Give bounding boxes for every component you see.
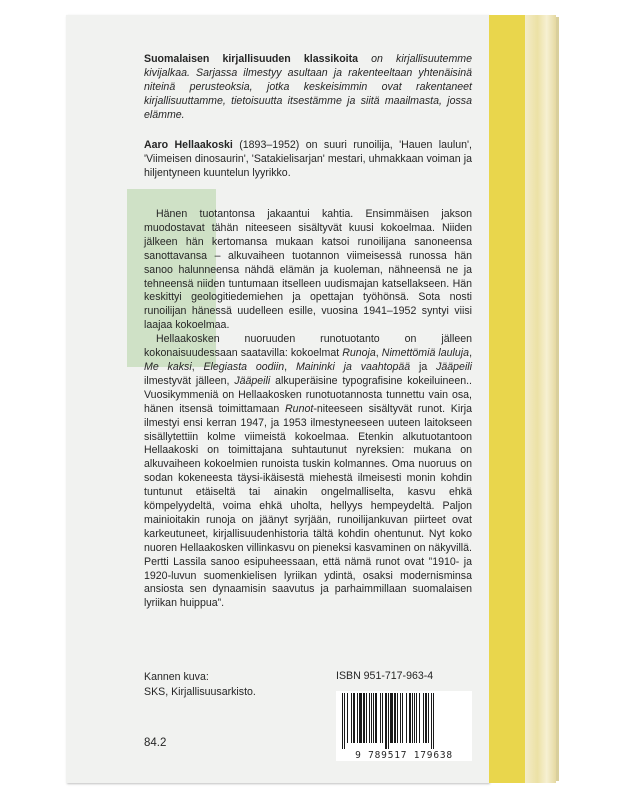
- text-run: alkuperäisine typografisine kokeiluineen.. Vuosikymmeniä on Hellaakosken runotuotannosta tunnettu vain osa, hänen itsensä toimittamaan: [144, 374, 472, 415]
- barcode-bar: [406, 693, 407, 743]
- title-elegiasta-oodiin: Elegiasta oodiin: [203, 360, 285, 373]
- series-intro: [144, 53, 472, 123]
- barcode-bar: [414, 693, 415, 743]
- barcode-bar: [363, 693, 365, 743]
- page-edge-line: [556, 17, 559, 781]
- barcode-bar: [369, 693, 370, 743]
- text-run: ilmestyvät jälleen,: [144, 374, 235, 387]
- barcode-bar: [412, 693, 413, 743]
- barcode-bar: [409, 693, 411, 743]
- barcode-bar: [400, 693, 401, 743]
- barcode-bar: [394, 693, 396, 743]
- barcode-bar: [402, 693, 403, 743]
- barcode-bar: [373, 693, 374, 743]
- series-description: on kirjallisuutemme kivijalkaa. Sarjassa ilmestyy asultaan ja rakenteeltaan yhtenäisinä niteinä perusteoksia, jotka keskeisimmin ovat rakentaneet kirjallisuuttamme, tietoisuutta itsestämme ja siitä maailmasta, jossa elämme.: [144, 53, 472, 121]
- barcode-bar: [423, 693, 424, 743]
- series-name: Suomalaisen kirjallisuuden klassikoita: [144, 53, 359, 65]
- credit-label: Kannen kuva:: [144, 671, 209, 683]
- barcode-bar: [380, 693, 381, 743]
- yellow-spine: [489, 15, 525, 783]
- ean-number: 9 789517 179638: [355, 750, 453, 761]
- barcode-bar: [416, 693, 417, 743]
- text-run: ,: [284, 360, 296, 373]
- barcode-bar: [385, 693, 387, 749]
- barcode-bar: [390, 693, 393, 743]
- author-bio: (1893–1952) on suuri runoilija, 'Hauen laulun', 'Viimeisen dinosaurin', 'Satakielisarjan' mestari, uhmakkaan voiman ja hiljentyneen kuuntelun lyyrikko.: [144, 139, 472, 179]
- barcode-bar: [344, 693, 345, 749]
- author-intro: [144, 139, 472, 181]
- barcode-bar: [431, 693, 432, 749]
- classification-number: 84.2: [144, 737, 167, 749]
- credit-source: SKS, Kirjallisuusarkisto.: [144, 686, 256, 698]
- title-jaapeili: Jääpeili: [234, 374, 271, 387]
- barcode-bar: [419, 693, 420, 743]
- title-nimettomia-lauluja: Nimettömiä lauluja: [381, 347, 470, 360]
- barcode-bar: [397, 693, 398, 743]
- title-jaapeili: Jääpeili: [436, 360, 473, 373]
- title-runot: Runot: [285, 402, 314, 415]
- barcode-bar: [433, 693, 434, 749]
- body-text: [144, 208, 472, 611]
- body-paragraph-2: [144, 333, 472, 611]
- barcode-bar: [425, 693, 427, 743]
- cover-credit: [144, 670, 256, 700]
- author-name: Aaro Hellaakoski: [144, 139, 233, 151]
- text-run: ,: [375, 347, 382, 360]
- barcode-bar: [388, 693, 389, 749]
- text-run: ja: [410, 360, 437, 373]
- title-me-kaksi: Me kaksi: [144, 360, 192, 373]
- text-run: -niteeseen sisältyvät runot. Kirja ilmestyi ensi kerran 1947, ja 1953 ilmestyneeseen uuteen laitokseen sisällytettiin kolme viimeistä kokoelmaa. Etenkin alkutuotantoon Hellaakoski on toimittajana suhtautunut nyreksien: mukana on alkuvaiheen kokoelmien runoista tuskin kolmannes. Oma nuoruus on sodan kokeneesta täysi-ikäisestä miehestä ilmeisesti monin kohdin tuntunut etäiseltä tai ainakin ongelmalliselta, kasvu ehkä kömpelyydeltä, voima ehkä uholta, hellyys hempeydeltä. Paljon mainioitakin runoja on jäänyt syrjään, runoilijankuvan piirteet ovat karkeutuneet, kirjallisuudenhistoria tältä kohdin ohentunut. Nyt koko nuoren Hellaakosken villinkasvu on pieneksi kasvaminen on näkyvillä. Pertti Lassila sanoo esipuheessaan, että nämä runot ovat ”1910- ja 1920-luvun suomenkielisen lyriikan ydintä, osaksi modernisminsa ansiosta sen dynaamisin saavutus ja parhaimmillaan suomalaisen lyriikan huippua”.: [144, 402, 472, 610]
- barcode: [340, 693, 468, 749]
- body-paragraph-1: Hänen tuotantonsa jakaantui kahtia. Ensimmäisen jakson muodostavat tähän niteeseen sisältyvät kuusi kokoelmaa. Niiden jälkeen hän kertomansa mukaan katsoi runoilijana sanoneensa sanottavansa – alkuvaiheen tuotannon viimeisessä runossa hän sanoo halunneensa nähdä elämän ja kuoleman, nähneensä ne ja tehneensä niiden tuntumaan itselleen uudismajan katsellakseen. Hän keskittyi geologitiedemiehen ja opettajan työhönsä. Sota nosti runoilijan hänessä uudelleen esille, vuosina 1941–1952 syntyi viisi laajaa kokoelmaa.: [144, 208, 472, 332]
- isbn: ISBN 951-717-963-4: [336, 670, 434, 682]
- title-maininki: Maininki ja vaahtopää: [295, 360, 411, 373]
- text-run: Hellaakosken nuoruuden runotuotanto on jälleen kokonaisuudessaan saatavilla: kokoelmat: [144, 333, 472, 360]
- text-run: ,: [469, 347, 473, 360]
- barcode-bar: [342, 693, 343, 749]
- barcode-bar: [359, 693, 362, 743]
- page-edges: [525, 15, 556, 783]
- barcode-bar: [375, 693, 377, 743]
- barcode-bar: [371, 693, 372, 743]
- barcode-bar: [366, 693, 367, 743]
- barcode-bar: [351, 693, 352, 743]
- text-run: ,: [191, 360, 204, 373]
- barcode-bar: [347, 693, 348, 743]
- title-runoja: Runoja: [342, 347, 376, 360]
- barcode-bar: [382, 693, 383, 743]
- barcode-bar: [428, 693, 429, 743]
- barcode-bar: [357, 693, 358, 743]
- barcode-bar: [353, 693, 355, 743]
